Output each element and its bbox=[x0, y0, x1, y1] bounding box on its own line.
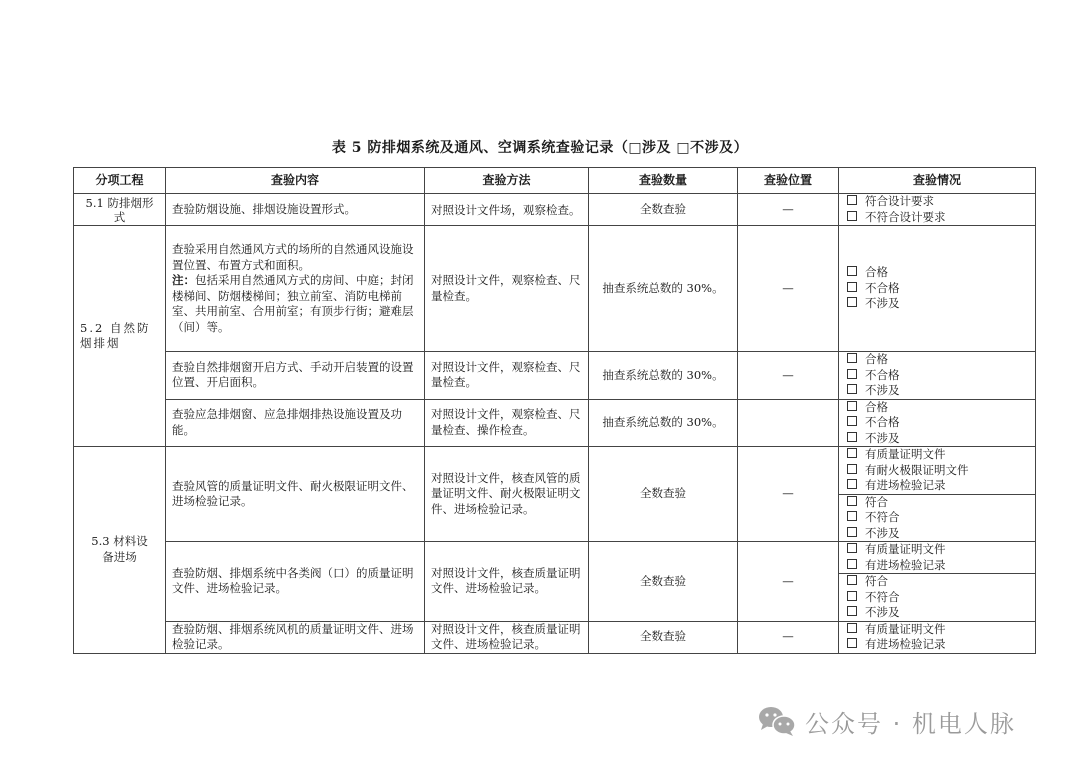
status-subgroups bbox=[839, 542, 1035, 621]
conformity-checks bbox=[839, 574, 1035, 621]
checkbox-icon[interactable] bbox=[847, 543, 857, 553]
section-name: 5.2 自然防烟排烟 bbox=[74, 226, 166, 447]
status-option[interactable]: 有质量证明文件 bbox=[847, 542, 1035, 558]
inspection-quantity: 抽查系统总数的 30%。 bbox=[589, 352, 738, 400]
status-option[interactable]: 不合格 bbox=[847, 415, 1035, 431]
checkbox-icon[interactable] bbox=[847, 195, 857, 205]
inspection-content: 查验防烟设施、排烟设施设置形式。 bbox=[166, 194, 425, 226]
status-option[interactable]: 不合格 bbox=[847, 281, 1035, 297]
inspection-content: 查验防烟、排烟系统风机的质量证明文件、进场检验记录。 bbox=[166, 621, 425, 653]
table-row bbox=[74, 399, 1036, 447]
status-option[interactable]: 不涉及 bbox=[847, 431, 1035, 447]
checkbox-icon[interactable] bbox=[847, 559, 857, 569]
inspection-quantity: 全数查验 bbox=[589, 447, 738, 542]
status-checklist bbox=[839, 542, 1036, 622]
inspection-record-table bbox=[73, 167, 1036, 654]
status-option[interactable]: 合格 bbox=[847, 265, 1035, 281]
status-option[interactable]: 有质量证明文件 bbox=[847, 447, 1035, 463]
status-checklist bbox=[839, 226, 1036, 352]
status-checklist bbox=[839, 621, 1036, 653]
inspection-content: 查验自然排烟窗开启方式、手动开启装置的设置位置、开启面积。 bbox=[166, 352, 425, 400]
table-title: 表 5 防排烟系统及通风、空调系统查验记录（□涉及 □不涉及） bbox=[331, 140, 749, 156]
status-option[interactable]: 合格 bbox=[847, 400, 1035, 416]
header-location: 查验位置 bbox=[738, 168, 839, 194]
checkbox-icon[interactable] bbox=[847, 266, 857, 276]
status-option[interactable]: 不符合 bbox=[847, 510, 1035, 526]
status-option[interactable]: 有进场检验记录 bbox=[847, 478, 1035, 494]
inspection-method: 对照设计文件场，观察检查。 bbox=[425, 194, 589, 226]
checkbox-icon[interactable] bbox=[847, 464, 857, 474]
inspection-quantity: 抽查系统总数的 30%。 bbox=[589, 399, 738, 447]
inspection-location: — bbox=[738, 352, 839, 400]
table-row bbox=[74, 447, 1036, 542]
status-option[interactable]: 有进场检验记录 bbox=[847, 637, 1035, 653]
checkbox-icon[interactable] bbox=[847, 297, 857, 307]
checkbox-icon[interactable] bbox=[847, 432, 857, 442]
inspection-quantity: 抽查系统总数的 30%。 bbox=[589, 226, 738, 352]
inspection-method: 对照设计文件，核查质量证明文件、进场检验记录。 bbox=[425, 621, 589, 653]
checkbox-icon[interactable] bbox=[847, 211, 857, 221]
document-checks bbox=[839, 542, 1035, 574]
status-subgroups bbox=[839, 447, 1035, 541]
inspection-content: 查验采用自然通风方式的场所的自然通风设施设置位置、布置方式和面积。 注：包括采用自然通风方式的房间、中庭；封闭楼梯间、防烟楼梯间；独立前室、消防电梯前室、共用前室、合用前室；有顶步行街；避难层（间）等。 bbox=[166, 226, 425, 352]
section-name: 5.1 防排烟形式 bbox=[74, 194, 166, 226]
header-subitem: 分项工程 bbox=[74, 168, 166, 194]
table-row bbox=[74, 194, 1036, 226]
status-option[interactable]: 符合 bbox=[847, 574, 1035, 590]
status-checklist bbox=[839, 447, 1036, 542]
checkbox-icon[interactable] bbox=[847, 353, 857, 363]
status-option[interactable]: 不涉及 bbox=[847, 383, 1035, 399]
status-option[interactable]: 不涉及 bbox=[847, 526, 1035, 542]
inspection-content: 查验应急排烟窗、应急排烟排热设施设置及功能。 bbox=[166, 399, 425, 447]
status-checklist bbox=[839, 399, 1036, 447]
document-checks bbox=[839, 447, 1035, 494]
status-option[interactable]: 合格 bbox=[847, 352, 1035, 368]
note-label: 注： bbox=[172, 273, 195, 287]
status-option[interactable]: 符合设计要求 bbox=[847, 194, 1035, 210]
status-option[interactable]: 不符合设计要求 bbox=[847, 210, 1035, 226]
checkbox-icon[interactable] bbox=[847, 623, 857, 633]
inspection-location: — bbox=[738, 226, 839, 352]
header-method: 查验方法 bbox=[425, 168, 589, 194]
status-option[interactable]: 有进场检验记录 bbox=[847, 558, 1035, 574]
checkbox-icon[interactable] bbox=[847, 282, 857, 292]
checkbox-icon[interactable] bbox=[847, 575, 857, 585]
checkbox-icon[interactable] bbox=[847, 638, 857, 648]
table-row bbox=[74, 352, 1036, 400]
wechat-icon bbox=[757, 705, 797, 737]
status-option[interactable]: 不涉及 bbox=[847, 605, 1035, 621]
status-option[interactable]: 不符合 bbox=[847, 590, 1035, 606]
note-text: 包括采用自然通风方式的房间、中庭；封闭楼梯间、防烟楼梯间；独立前室、消防电梯前室、共用前室、合用前室；有顶步行街；避难层（间）等。 bbox=[172, 273, 414, 334]
status-option[interactable]: 有质量证明文件 bbox=[847, 622, 1035, 638]
status-option[interactable]: 有耐火极限证明文件 bbox=[847, 463, 1035, 479]
checkbox-icon[interactable] bbox=[847, 369, 857, 379]
inspection-location: — bbox=[738, 194, 839, 226]
table-header-row bbox=[74, 168, 1036, 194]
status-checklist bbox=[839, 194, 1036, 226]
table-row bbox=[74, 542, 1036, 622]
status-checklist bbox=[839, 352, 1036, 400]
conformity-checks bbox=[839, 494, 1035, 541]
status-option[interactable]: 不涉及 bbox=[847, 296, 1035, 312]
checkbox-icon[interactable] bbox=[847, 591, 857, 601]
checkbox-icon[interactable] bbox=[847, 384, 857, 394]
inspection-method: 对照设计文件，核查质量证明文件、进场检验记录。 bbox=[425, 542, 589, 622]
checkbox-icon[interactable] bbox=[847, 479, 857, 489]
inspection-location: — bbox=[738, 447, 839, 542]
inspection-quantity: 全数查验 bbox=[589, 194, 738, 226]
inspection-quantity: 全数查验 bbox=[589, 621, 738, 653]
inspection-method: 对照设计文件，观察检查、尺量检查、操作检查。 bbox=[425, 399, 589, 447]
checkbox-icon[interactable] bbox=[847, 448, 857, 458]
checkbox-icon[interactable] bbox=[847, 401, 857, 411]
checkbox-icon[interactable] bbox=[847, 416, 857, 426]
inspection-method: 对照设计文件，观察检查、尺量检查。 bbox=[425, 352, 589, 400]
inspection-method: 对照设计文件，观察检查、尺量检查。 bbox=[425, 226, 589, 352]
watermark-text: 公众号 · 机电人脉 bbox=[805, 709, 1016, 738]
inspection-content: 查验防烟、排烟系统中各类阀（口）的质量证明文件、进场检验记录。 bbox=[166, 542, 425, 622]
checkbox-icon[interactable] bbox=[847, 606, 857, 616]
inspection-location: — bbox=[738, 542, 839, 622]
header-status: 查验情况 bbox=[839, 168, 1036, 194]
header-quantity: 查验数量 bbox=[589, 168, 738, 194]
status-option[interactable]: 不合格 bbox=[847, 368, 1035, 384]
checkbox-icon[interactable] bbox=[847, 527, 857, 537]
inspection-quantity: 全数查验 bbox=[589, 542, 738, 622]
inspection-content: 查验风管的质量证明文件、耐火极限证明文件、进场检验记录。 bbox=[166, 447, 425, 542]
inspection-location bbox=[738, 399, 839, 447]
inspection-location: — bbox=[738, 621, 839, 653]
table-row bbox=[74, 621, 1036, 653]
checkbox-icon[interactable] bbox=[847, 511, 857, 521]
status-option[interactable]: 符合 bbox=[847, 495, 1035, 511]
header-content: 查验内容 bbox=[166, 168, 425, 194]
inspection-method: 对照设计文件，核查风管的质量证明文件、耐火极限证明文件、进场检验记录。 bbox=[425, 447, 589, 542]
table-row bbox=[74, 226, 1036, 352]
checkbox-icon[interactable] bbox=[847, 496, 857, 506]
watermark bbox=[757, 703, 1016, 739]
section-name: 5.3 材料设备进场 bbox=[74, 447, 166, 654]
